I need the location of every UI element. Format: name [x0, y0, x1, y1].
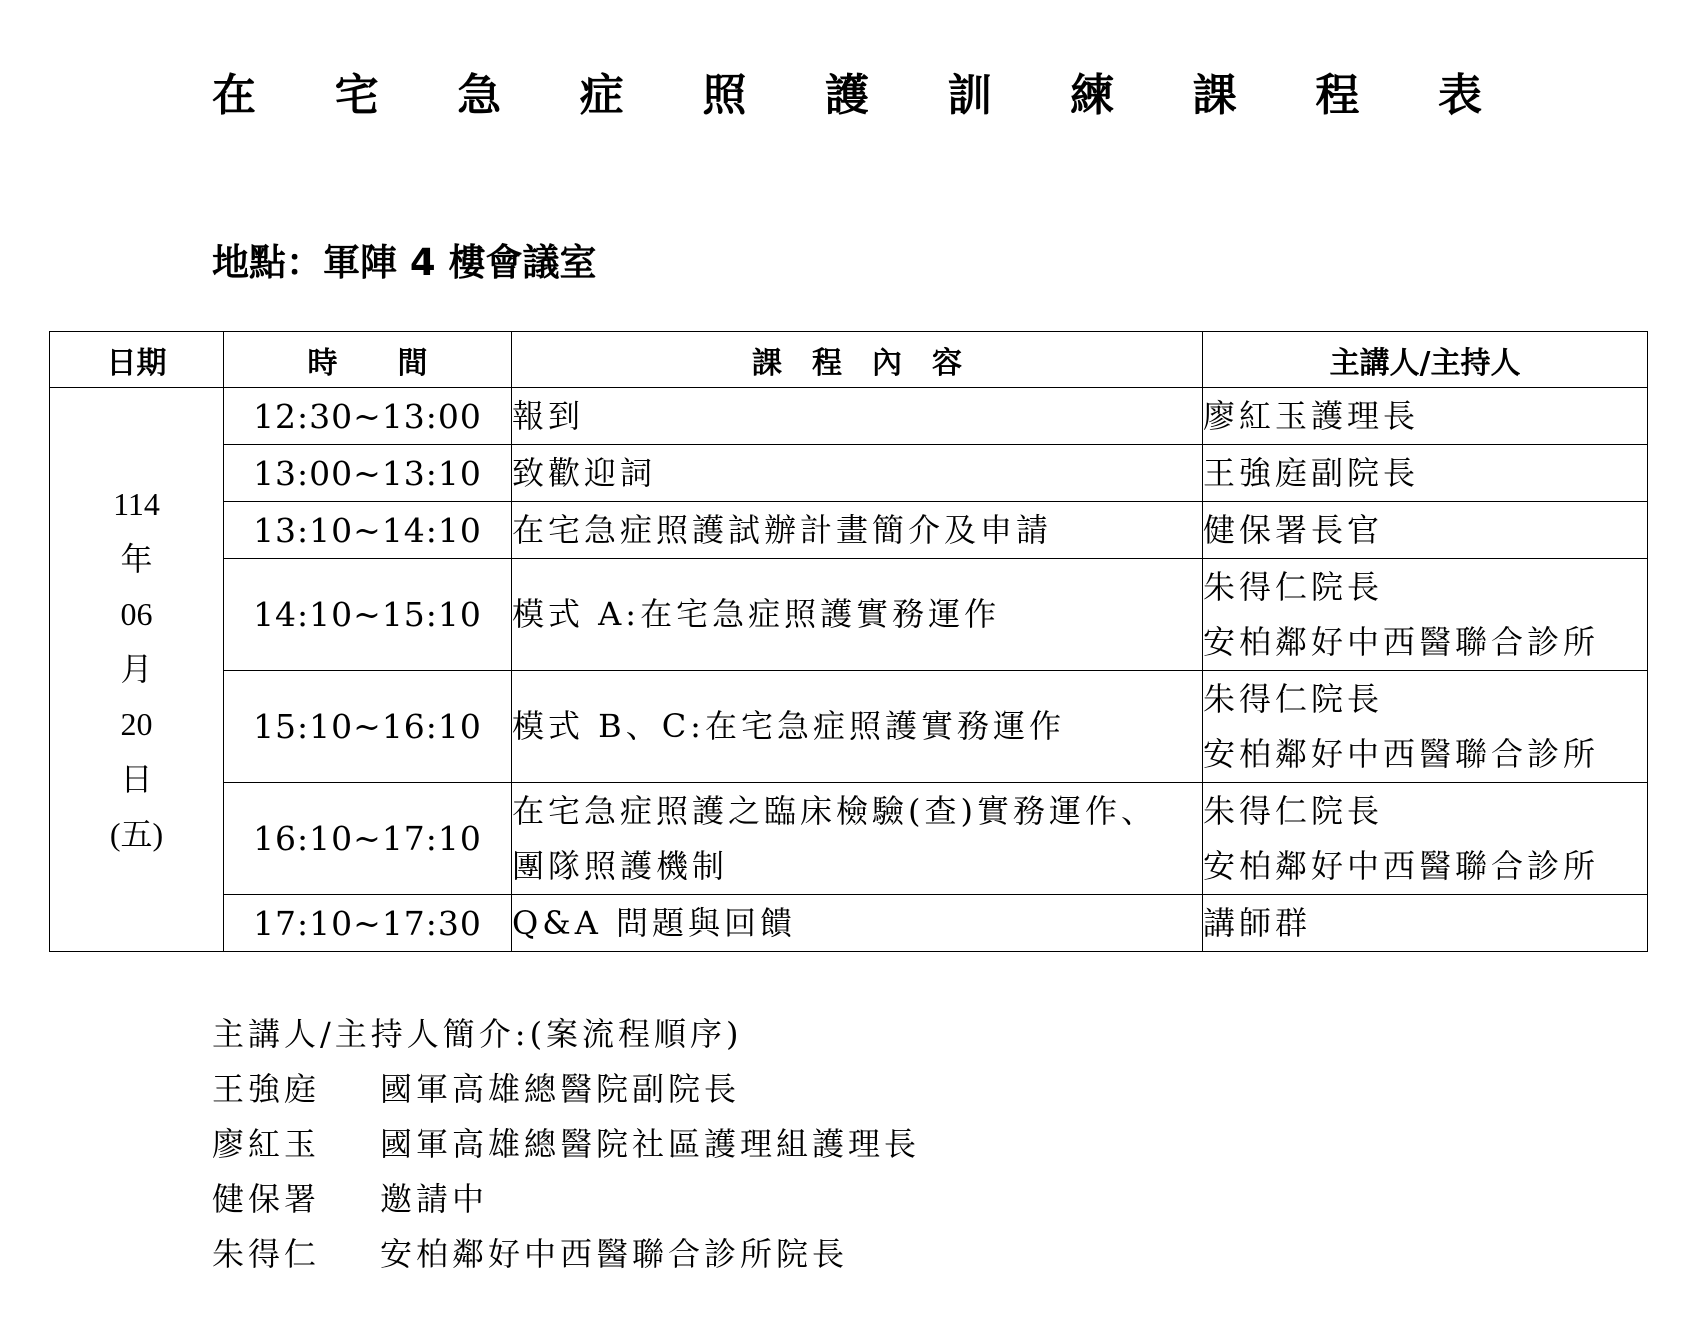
speaker-line: 安柏鄰好中西醫聯合診所 — [1203, 734, 1600, 773]
date-line: 月 — [120, 651, 153, 687]
time-cell: 14:10~15:10 — [224, 559, 512, 671]
content-cell — [512, 671, 1203, 783]
content-line: 團隊照護機制 — [512, 846, 729, 885]
intro-desc: 國軍高雄總醫院社區護理組護理長 — [380, 1125, 921, 1163]
header-time: 時 間 — [224, 332, 512, 388]
date-line: 06 — [120, 596, 153, 632]
schedule-table — [49, 331, 1648, 952]
date-line: 114 — [113, 486, 160, 522]
content-cell — [512, 559, 1203, 671]
time-cell: 13:00~13:10 — [224, 445, 512, 502]
intro-name: 健保署 — [212, 1180, 321, 1218]
content-cell — [512, 445, 1203, 502]
date-line: 年 — [120, 541, 153, 577]
header-content: 課 程 內 容 — [512, 332, 1203, 388]
intro-item — [212, 1227, 920, 1282]
content-line: 報到 — [512, 396, 585, 435]
table-row — [50, 671, 1648, 783]
content-line: 在宅急症照護之臨床檢驗(查)實務運作、 — [512, 791, 1157, 830]
speaker-line: 健保署長官 — [1203, 510, 1384, 549]
content-cell — [512, 895, 1203, 952]
speaker-cell — [1203, 895, 1648, 952]
intro-desc: 邀請中 — [380, 1180, 489, 1218]
date-cell — [50, 388, 224, 952]
time-cell: 16:10~17:10 — [224, 783, 512, 895]
content-cell — [512, 502, 1203, 559]
table-header-row — [50, 332, 1648, 388]
content-cell — [512, 783, 1203, 895]
speaker-line: 廖紅玉護理長 — [1203, 396, 1420, 435]
speaker-cell — [1203, 783, 1648, 895]
content-line: 模式 A:在宅急症照護實務運作 — [512, 595, 1001, 633]
title-char: 訓 — [947, 70, 992, 121]
title-char: 急 — [457, 70, 502, 121]
content-line: 致歡迎詞 — [512, 453, 657, 492]
content-line: 在宅急症照護試辦計畫簡介及申請 — [512, 510, 1053, 549]
title-char: 宅 — [334, 70, 379, 121]
date-line: 日 — [120, 761, 153, 797]
intro-desc: 國軍高雄總醫院副院長 — [380, 1070, 741, 1108]
date-line: (五) — [109, 816, 164, 852]
title-char: 練 — [1070, 70, 1115, 121]
time-cell: 12:30~13:00 — [224, 388, 512, 445]
date-line: 20 — [120, 706, 153, 742]
intro-name: 廖紅玉 — [212, 1125, 321, 1163]
title-char: 症 — [579, 70, 624, 121]
intro-item — [212, 1172, 920, 1227]
header-date: 日期 — [50, 332, 224, 388]
speaker-cell — [1203, 502, 1648, 559]
time-cell: 13:10~14:10 — [224, 502, 512, 559]
content-line: Q&A 問題與回饋 — [512, 903, 797, 942]
speaker-intro — [212, 1007, 920, 1282]
page-title — [212, 66, 1482, 126]
intro-heading: 主講人/主持人簡介:(案流程順序) — [212, 1015, 743, 1053]
speaker-line: 安柏鄰好中西醫聯合診所 — [1203, 846, 1600, 885]
speaker-line: 安柏鄰好中西醫聯合診所 — [1203, 622, 1600, 661]
table-row — [50, 895, 1648, 952]
speaker-line: 講師群 — [1203, 903, 1312, 942]
title-char: 表 — [1437, 70, 1482, 121]
intro-desc: 安柏鄰好中西醫聯合診所院長 — [380, 1235, 849, 1273]
speaker-cell — [1203, 671, 1648, 783]
intro-item — [212, 1062, 920, 1117]
table-row — [50, 783, 1648, 895]
speaker-cell — [1203, 559, 1648, 671]
speaker-line: 朱得仁院長 — [1203, 791, 1384, 830]
title-char: 照 — [702, 70, 747, 121]
content-line: 模式 B、C:在宅急症照護實務運作 — [512, 707, 1065, 745]
location-label: 地點：軍陣 4 樓會議室 — [212, 241, 597, 284]
speaker-line: 王強庭副院長 — [1203, 453, 1420, 492]
speaker-cell — [1203, 445, 1648, 502]
intro-name: 王強庭 — [212, 1070, 321, 1108]
table-row — [50, 559, 1648, 671]
table-row — [50, 445, 1648, 502]
title-char: 課 — [1192, 70, 1237, 121]
table-row — [50, 502, 1648, 559]
title-char: 在 — [212, 70, 256, 121]
table-row — [50, 388, 1648, 445]
content-cell — [512, 388, 1203, 445]
time-cell: 15:10~16:10 — [224, 671, 512, 783]
speaker-line: 朱得仁院長 — [1203, 679, 1384, 718]
time-cell: 17:10~17:30 — [224, 895, 512, 952]
speaker-cell — [1203, 388, 1648, 445]
title-char: 護 — [824, 70, 869, 121]
header-speaker: 主講人/主持人 — [1203, 332, 1648, 388]
title-char: 程 — [1315, 70, 1360, 121]
speaker-line: 朱得仁院長 — [1203, 567, 1384, 606]
intro-item — [212, 1117, 920, 1172]
intro-name: 朱得仁 — [212, 1235, 321, 1273]
